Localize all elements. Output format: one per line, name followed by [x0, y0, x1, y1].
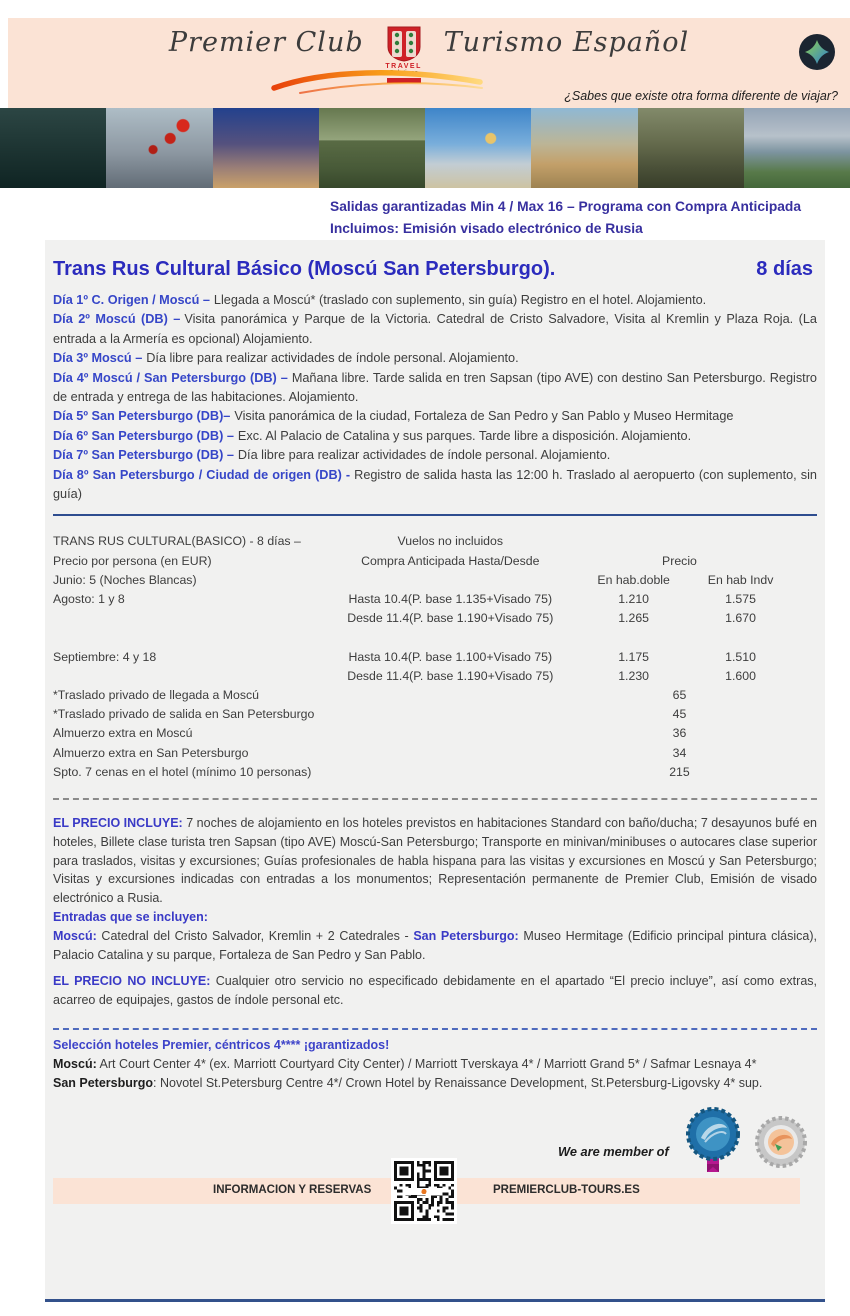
itinerary-day-line: [53, 407, 817, 426]
itinerary-day-line: [53, 427, 817, 446]
price-table-row: [53, 571, 817, 590]
price-cell-label: Almuerzo extra en San Petersburgo: [53, 745, 249, 760]
moscu-label: Moscú:: [53, 928, 97, 943]
price-cell-single: 1.600: [725, 668, 756, 683]
day-description: Día libre para realizar actividades de índole personal. Alojamiento.: [237, 448, 611, 463]
day-label: Día 2º Moscú (DB) –: [53, 312, 181, 327]
day-description: Mañana libre. Tarde salida en tren Sapsan (tipo AVE) con destino San Petersburgo. Registro de entrada y entrega de las habitaciones. Alojamiento.: [53, 370, 817, 405]
price-cell-condition: Compra Anticipada Hasta/Desde: [361, 553, 540, 568]
brand-name-right: Turismo Español: [443, 27, 690, 58]
price-table-row: [53, 532, 817, 551]
price-cell-single: 1.510: [725, 649, 756, 664]
price-cell-single: 1.575: [725, 592, 756, 607]
qr-code: [391, 1158, 457, 1224]
price-cell-condition: [328, 686, 572, 705]
price-table-row: [53, 609, 817, 628]
membership-badge-blue-rosette-icon: [683, 1106, 743, 1181]
member-of-text: We are member of: [558, 1144, 669, 1160]
price-table: [53, 532, 817, 782]
banner-line-1: Salidas garantizadas Min 4 / Max 16 – Programa con Compra Anticipada: [330, 199, 802, 214]
day-label: Día 7º San Petersburgo (DB) –: [53, 448, 234, 463]
price-cell-single: [695, 628, 787, 647]
price-cell-span-value: 45: [672, 707, 687, 722]
price-cell-condition: [328, 744, 572, 763]
itinerary-day-line: [53, 349, 817, 368]
globe-star-icon: [798, 33, 836, 71]
destination-photo: [213, 108, 319, 188]
hotels-spb-label: San Petersburgo: [53, 1075, 154, 1090]
day-description: Exc. Al Palacio de Catalina y sus parques. Tarde libre a disposición. Alojamiento.: [237, 428, 692, 443]
price-not-includes-paragraph: [53, 972, 817, 1010]
itinerary-day-line: [53, 466, 817, 505]
price-table-row: [53, 763, 817, 782]
price-cell-span-value: 34: [672, 745, 687, 760]
itinerary: [53, 291, 817, 504]
destination-photo: [638, 108, 744, 188]
price-cell-label: *Traslado privado de llegada a Moscú: [53, 688, 259, 703]
destination-photo: [106, 108, 212, 188]
destination-photo: [425, 108, 531, 188]
day-description: Llegada a Moscú* (traslado con suplemento, sin guía) Registro en el hotel. Alojamiento.: [213, 293, 707, 307]
price-cell-double: 1.265: [618, 611, 649, 626]
price-table-row: [53, 667, 817, 686]
logo-solutions-text: Solutions: [389, 70, 419, 77]
price-cell-double: 1.230: [618, 668, 649, 683]
price-cell-double: 1.210: [618, 592, 649, 607]
price-cell-label: TRANS RUS CULTURAL(BASICO) - 8 días –: [53, 534, 301, 549]
hotels-spb-list: : Novotel St.Petersburg Centre 4*/ Crown Hotel by Renaissance Development, St.Petersburg-Ligovsky 4* sup.: [153, 1075, 763, 1090]
blue-dashed-divider: [53, 1028, 817, 1030]
brand-tagline: ¿Sabes que existe otra forma diferente de viajar?: [564, 89, 838, 103]
entradas-detail: [53, 927, 817, 965]
price-cell-label: Spto. 7 cenas en el hotel (mínimo 10 personas): [53, 764, 312, 779]
price-table-row: [53, 705, 817, 724]
price-includes-text: 7 noches de alojamiento en los hoteles previstos en habitaciones Standard con baño/ducha; 7 desayunos bufé en hoteles, Billete clase turista tren Sapsan (tipo AVE) Moscú-San Petersburgo; Transporte en minivan/minibuses o autocares clase superior para traslados, visitas y excursiones; Guías profesionales de habla hispana para las visitas y excursiones en Moscú y San Petersburgo; Visitas y excursiones indicadas con entradas a los monumentos; Representación permanente de Premier Club, Emisión de visado electrónico a Rusia.: [53, 816, 817, 906]
tour-title: Trans Rus Cultural Básico (Moscú San Petersburgo).: [53, 258, 556, 280]
price-cell-condition: [328, 763, 572, 782]
price-cell-label: [53, 667, 328, 686]
itinerary-day-line: [53, 369, 817, 408]
moscu-entradas-text: Catedral del Cristo Salvador, Kremlin + 2 Catedrales -: [101, 928, 414, 943]
hotels-spb-line: [53, 1074, 817, 1093]
shield-crest-icon: [387, 26, 421, 62]
price-includes-paragraph: [53, 814, 817, 908]
price-includes-label: EL PRECIO INCLUYE:: [53, 816, 183, 831]
price-cell-label: Almuerzo extra en Moscú: [53, 726, 193, 741]
price-cell-condition: Desde 11.4(P. base 1.190+Visado 75): [347, 668, 554, 683]
day-label: Día 4º Moscú / San Petersburgo (DB) –: [53, 370, 288, 385]
price-cell-label: [53, 609, 328, 628]
price-cell-span-value: 215: [669, 764, 690, 779]
destination-photo: [319, 108, 425, 188]
price-table-row: [53, 724, 817, 743]
day-description: Día libre para realizar actividades de índole personal. Alojamiento.: [146, 351, 519, 366]
info-reservas-label: INFORMACION Y RESERVAS: [213, 1184, 372, 1197]
day-description: Visita panorámica y Parque de la Victoria. Catedral de Cristo Salvadore, Visita al Kremlin y Plaza Roja. (La entrada a la Armería es opcional) Alojamiento.: [53, 312, 817, 346]
price-cell-label: Agosto: 1 y 8: [53, 592, 125, 607]
hotels-heading: Selección hoteles Premier, céntricos 4**** ¡garantizados!: [53, 1038, 390, 1053]
day-label: Día 3º Moscú –: [53, 351, 143, 366]
price-cell-span-value: 36: [672, 726, 687, 741]
price-cell-single: En hab Indv: [707, 572, 774, 587]
website-link[interactable]: PREMIERCLUB-TOURS.ES: [493, 1184, 640, 1197]
banner-line-2: Incluimos: Emisión visado electrónico de Rusia: [330, 221, 643, 236]
price-cell-label: Junio: 5 (Noches Blancas): [53, 572, 197, 587]
price-cell-condition: [328, 571, 572, 590]
destination-photo: [744, 108, 850, 188]
price-cell-double: [573, 532, 695, 551]
price-cell-condition: Desde 11.4(P. base 1.190+Visado 75): [347, 611, 554, 626]
price-cell-condition: Vuelos no incluidos: [397, 534, 504, 549]
price-cell-span-value: Precio: [662, 553, 697, 568]
brand-swoosh-graphic: [270, 66, 485, 98]
hotels-moscu-line: [53, 1055, 817, 1074]
price-cell-condition: [328, 628, 572, 647]
day-label: Día 1º C. Origen / Moscú –: [53, 293, 210, 307]
gray-dashed-divider: [53, 798, 817, 800]
price-table-row: [53, 686, 817, 705]
price-cell-single: [695, 532, 787, 551]
price-table-row: [53, 648, 817, 667]
price-not-includes-label: EL PRECIO NO INCLUYE:: [53, 974, 211, 989]
destination-photo: [531, 108, 637, 188]
price-cell-double: 1.175: [618, 649, 649, 664]
header-band: [8, 18, 850, 108]
entradas-heading: Entradas que se incluyen:: [53, 910, 208, 925]
day-description: Registro de salida hasta las 12:00 h. Traslado al aeropuerto (con suplemento, sin guía): [53, 467, 817, 502]
day-label: Día 8º San Petersburgo / Ciudad de origen (DB) -: [53, 467, 351, 482]
price-not-includes-text: Cualquier otro servicio no especificado debidamente en el apartado “El precio incluye”, así como extras, acarreo de equipajes, gastos de índole personal etc.: [53, 974, 817, 1008]
price-cell-label: Septiembre: 4 y 18: [53, 649, 157, 664]
itinerary-day-line: [53, 291, 817, 310]
price-table-row: [53, 552, 817, 571]
price-cell-condition: [328, 705, 572, 724]
price-cell-label: [53, 628, 328, 647]
membership-badge-silver-medal-icon: [753, 1114, 809, 1174]
price-cell-condition: Hasta 10.4(P. base 1.135+Visado 75): [348, 592, 553, 607]
price-table-row: [53, 590, 817, 609]
spb-label: San Petersburgo:: [413, 928, 519, 943]
price-cell-label: Precio por persona (en EUR): [53, 553, 212, 568]
itinerary-day-line: [53, 446, 817, 465]
price-table-row: [53, 744, 817, 763]
price-cell-label: *Traslado privado de salida en San Petersburgo: [53, 707, 315, 722]
guaranteed-departures-banner: [330, 196, 801, 240]
day-description: Visita panorámica de la ciudad, Fortaleza de San Pedro y San Pablo y Museo Hermitage: [234, 409, 734, 424]
price-table-row: [53, 628, 817, 647]
price-cell-single: 1.670: [725, 611, 756, 626]
spb-entradas-text: Museo Hermitage (Edificio principal pintura clásica), Palacio Catalina y su parque, Fortaleza de San Pedro y San Pablo.: [53, 928, 817, 962]
price-cell-condition: [328, 724, 572, 743]
day-label: Día 6º San Petersburgo (DB) –: [53, 428, 234, 443]
itinerary-day-line: [53, 310, 817, 349]
content-box: [45, 240, 825, 1302]
footer: [53, 1106, 817, 1316]
destination-photo: [0, 108, 106, 188]
solid-blue-divider: [53, 514, 817, 516]
brand-name-left: Premier Club: [168, 27, 364, 58]
tour-duration: 8 días: [756, 258, 813, 280]
tour-title-row: [53, 256, 817, 291]
price-cell-span-value: 65: [672, 688, 687, 703]
price-cell-condition: Hasta 10.4(P. base 1.100+Visado 75): [348, 649, 553, 664]
destination-photo-strip: [0, 108, 850, 188]
hotels-moscu-list: Art Court Center 4* (ex. Marriott Courtyard City Center) / Marriott Tverskaya 4* / Marriott Grand 5* / Safmar Lesnaya 4*: [96, 1056, 757, 1071]
hotels-moscu-label: Moscú:: [53, 1056, 97, 1071]
day-label: Día 5º San Petersburgo (DB)–: [53, 409, 231, 424]
logo-travel-text: TRAVEL: [385, 63, 422, 70]
price-cell-double: [573, 628, 695, 647]
price-cell-double: En hab.doble: [597, 572, 670, 587]
